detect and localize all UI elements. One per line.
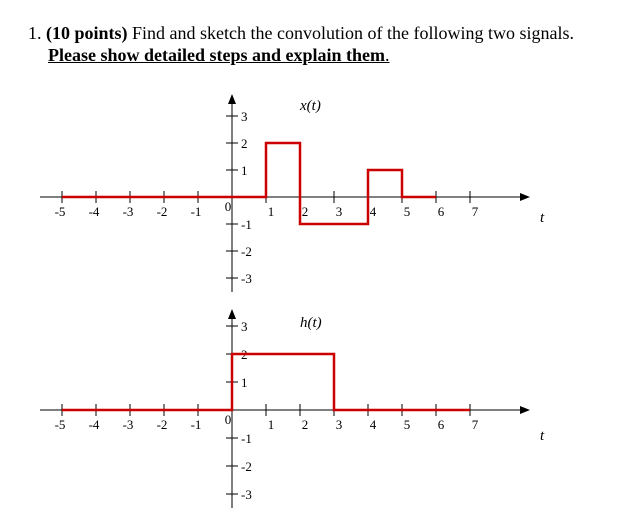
plot1-x-tick-label: -4 (88, 204, 100, 219)
plot2-y-axis-arrow (228, 309, 236, 319)
plot2-x-tick-label: 1 (267, 417, 275, 432)
instruction-period: . (385, 45, 390, 65)
plot2-signal-line (62, 354, 470, 410)
plot1-y-tick-label: -2 (241, 244, 252, 259)
plot2-y-tick-label: -1 (241, 431, 252, 446)
plot1-x-tick-label: 4 (369, 204, 377, 219)
plot2-t-label: t (540, 428, 545, 444)
plot2-x-tick-label: 0 (224, 412, 232, 427)
plot2-x-tick-label: 3 (335, 417, 343, 432)
plot2-x-tick-label: 5 (403, 417, 411, 432)
plot1-x-tick-label: -2 (156, 204, 168, 219)
plot1-y-tick-label: 1 (241, 163, 248, 178)
plot1-y-tick-label: 3 (241, 109, 248, 124)
plot1-y-tick-label: -1 (241, 217, 252, 232)
plot2-y-tick-label: 1 (241, 375, 248, 390)
plot1-y-tick-label: 2 (241, 136, 248, 151)
plot2-y-tick-label: 3 (241, 319, 248, 334)
plot2-x-tick-label: -3 (122, 417, 134, 432)
problem-instruction: Please show detailed steps and explain them (48, 45, 386, 65)
plot1-y-tick-label: -3 (241, 271, 252, 286)
plot1-y-axis-arrow (228, 94, 236, 104)
plot1-x-tick-label: -3 (122, 204, 134, 219)
plot1-x-tick-label: 5 (403, 204, 411, 219)
plot2-x-tick-label: -5 (54, 417, 66, 432)
problem-text: Find and sketch the convolution of the following two signals. (127, 23, 574, 43)
plot1-x-tick-label: -5 (54, 204, 66, 219)
plot1-signal-line (62, 143, 436, 224)
plot1-x-tick-label: 7 (471, 204, 479, 219)
plot1-x-axis-arrow (520, 193, 530, 201)
plot1-x-tick-label: -1 (190, 204, 202, 219)
plot2-x-axis-arrow (520, 406, 530, 414)
plot2-x-tick-label: -2 (156, 417, 168, 432)
plot1-title: x(t) (300, 98, 321, 114)
plot1-x-tick-label: 6 (437, 204, 445, 219)
plot2-x-tick-label: 6 (437, 417, 445, 432)
plot1-x-tick-label: 3 (335, 204, 343, 219)
plot2-x-tick-label: -1 (190, 417, 202, 432)
plot2-title: h(t) (300, 315, 322, 331)
plot2-y-tick-label: 2 (241, 347, 248, 362)
plot2-y-tick-label: -3 (241, 487, 252, 502)
problem-points: (10 points) (46, 23, 128, 43)
plot1-x-tick-label: 0 (224, 199, 232, 214)
plot2-x-tick-label: -4 (88, 417, 100, 432)
plot1-x-tick-label: 1 (267, 204, 275, 219)
plot2-x-tick-label: 2 (301, 417, 309, 432)
plot2-y-tick-label: -2 (241, 459, 252, 474)
plot1-x-tick-label: 2 (301, 204, 309, 219)
problem-number: 1. (28, 23, 42, 43)
plot2-x-tick-label: 4 (369, 417, 377, 432)
plot1-t-label: t (540, 210, 545, 226)
plot2-x-tick-label: 7 (471, 417, 479, 432)
